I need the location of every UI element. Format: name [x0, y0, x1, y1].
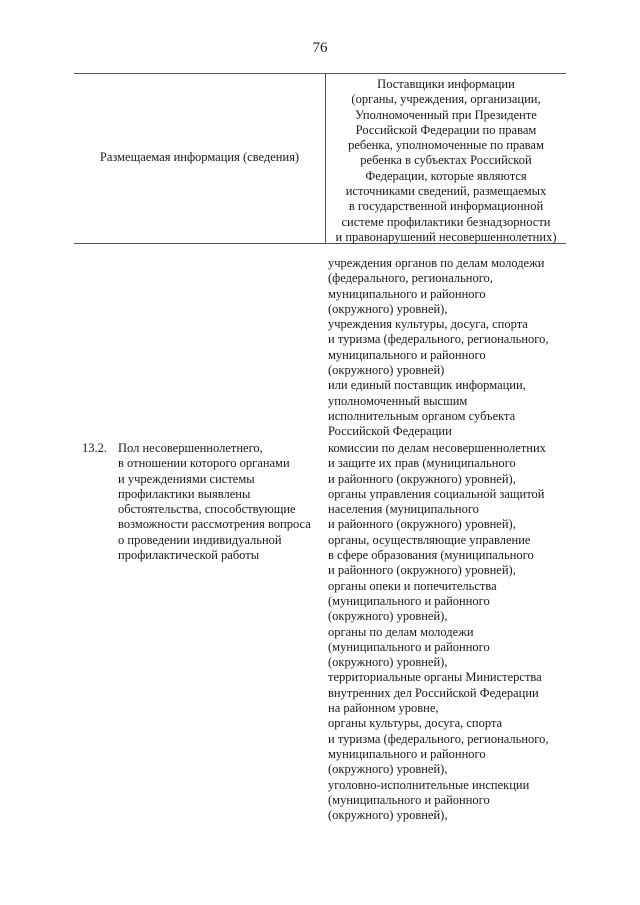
header-line: Российской Федерации по правам: [355, 122, 537, 137]
text-line: и туризма (федерального, регионального,: [328, 332, 549, 347]
text-line: обстоятельства, способствующие: [118, 502, 296, 517]
row-suppliers-cell: [328, 441, 549, 823]
text-line: уголовно-исполнительные инспекции: [328, 777, 530, 792]
text-line: о проведении индивидуальной: [118, 532, 282, 547]
text-line: (окружного) уровней),: [328, 301, 448, 316]
text-line: и учреждениями системы: [118, 471, 255, 486]
text-line: муниципального и районного: [328, 746, 486, 761]
header-suppliers-column: [326, 77, 566, 245]
header-line: ребенка, уполномоченные по правам: [348, 138, 544, 153]
header-line: системе профилактики безнадзорности: [341, 214, 551, 229]
text-line: органы по делам молодежи: [328, 624, 474, 639]
text-line: органы, осуществляющие управление: [328, 532, 531, 547]
text-line: профилактической работы: [118, 548, 260, 563]
text-line: (муниципального и районного: [328, 639, 490, 654]
page-number: 76: [312, 40, 328, 56]
text-line: Пол несовершеннолетнего,: [118, 441, 263, 455]
header-line: Поставщики информации: [377, 77, 515, 91]
text-line: учреждения органов по делам молодежи: [328, 256, 545, 270]
text-line: (муниципального и районного: [328, 792, 490, 807]
text-line: комиссии по делам несовершеннолетних: [328, 441, 546, 455]
text-line: органы управления социальной защитой: [328, 486, 545, 501]
text-line: территориальные органы Министерства: [328, 670, 542, 685]
text-line: исполнительным органом субъекта: [328, 408, 516, 423]
text-line: (окружного) уровней),: [328, 762, 448, 777]
header-line: Федерации, которые являются: [365, 168, 527, 183]
header-line: (органы, учреждения, организации,: [351, 92, 541, 107]
header-line: в государственной информационной: [348, 199, 544, 214]
text-line: учреждения культуры, досуга, спорта: [328, 317, 528, 332]
header-info-column: Размещаемая информация (сведения): [99, 150, 300, 164]
text-line: и районного (окружного) уровней),: [328, 471, 516, 486]
header-line: источниками сведений, размещаемых: [345, 184, 547, 199]
continued-suppliers-cell: [328, 256, 549, 440]
header-line: Уполномоченный при Президенте: [355, 107, 537, 122]
text-line: или единый поставщик информации,: [328, 378, 526, 393]
text-line: уполномоченный высшим: [328, 393, 468, 408]
header-line: ребенка в субъектах Российской: [360, 153, 532, 168]
text-line: муниципального и районного: [328, 286, 486, 301]
table-top-rule: [74, 73, 566, 74]
text-line: и районного (окружного) уровней),: [328, 563, 516, 578]
text-line: внутренних дел Российской Федерации: [328, 685, 539, 700]
text-line: и районного (окружного) уровней),: [328, 517, 516, 532]
text-line: возможности рассмотрения вопроса: [118, 517, 311, 532]
text-line: в отношении которого органами: [118, 456, 290, 471]
text-line: органы опеки и попечительства: [328, 578, 497, 593]
text-line: и защите их прав (муниципального: [328, 456, 516, 471]
text-line: муниципального и районного: [328, 347, 486, 362]
text-line: органы культуры, досуга, спорта: [328, 716, 503, 731]
text-line: и туризма (федерального, регионального,: [328, 731, 549, 746]
header-line: и правонарушений несовершеннолетних): [335, 229, 557, 244]
text-line: на районном уровне,: [328, 701, 439, 716]
text-line: (окружного) уровней),: [328, 609, 448, 624]
text-line: населения (муниципального: [328, 502, 479, 517]
text-line: в сфере образования (муниципального: [328, 548, 534, 563]
text-line: (муниципального и районного: [328, 593, 490, 608]
text-line: профилактики выявлены: [118, 486, 251, 501]
text-line: Российской Федерации: [328, 424, 452, 439]
text-line: (окружного) уровней),: [328, 808, 448, 823]
text-line: (федерального, регионального,: [328, 271, 493, 286]
text-line: (окружного) уровней),: [328, 655, 448, 670]
row-number: 13.2.: [82, 441, 107, 455]
row-info-cell: [118, 441, 311, 563]
text-line: (окружного) уровней): [328, 363, 445, 378]
